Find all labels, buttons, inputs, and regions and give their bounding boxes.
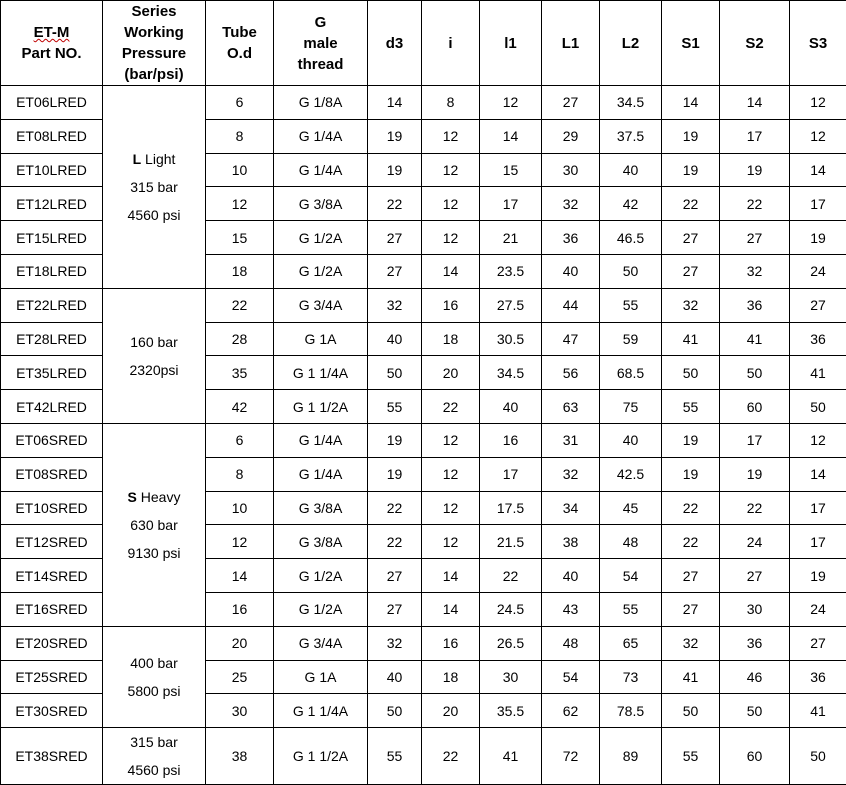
cell-i: 20	[422, 356, 480, 390]
header-L2: L2	[600, 1, 662, 86]
cell-i: 12	[422, 525, 480, 559]
series-psi: 2320psi	[103, 356, 205, 384]
cell-g-thread: G 3/4A	[274, 626, 368, 660]
cell-S1: 19	[662, 423, 720, 457]
cell-g-thread: G 1A	[274, 322, 368, 356]
cell-g-thread: G 1 1/4A	[274, 694, 368, 728]
cell-tube-od: 14	[206, 559, 274, 593]
cell-d3: 22	[368, 525, 422, 559]
cell-i: 12	[422, 221, 480, 255]
cell-S1: 27	[662, 254, 720, 288]
cell-g-thread: G 3/8A	[274, 491, 368, 525]
cell-L2: 59	[600, 322, 662, 356]
series-cell	[103, 728, 206, 785]
table-row	[1, 288, 846, 322]
cell-i: 12	[422, 491, 480, 525]
cell-S2: 36	[720, 288, 790, 322]
cell-S1: 19	[662, 153, 720, 187]
cell-L1-upper: 72	[542, 728, 600, 785]
cell-L2: 73	[600, 660, 662, 694]
cell-part-no: ET35LRED	[1, 356, 103, 390]
cell-L2: 78.5	[600, 694, 662, 728]
cell-d3: 40	[368, 322, 422, 356]
header-g-thread	[274, 1, 368, 86]
cell-l1-lower: 40	[480, 390, 542, 424]
cell-L2: 42.5	[600, 457, 662, 491]
cell-L2: 46.5	[600, 221, 662, 255]
cell-g-thread: G 3/4A	[274, 288, 368, 322]
cell-i: 22	[422, 390, 480, 424]
cell-S3: 12	[790, 119, 846, 153]
cell-i: 16	[422, 626, 480, 660]
cell-S3: 41	[790, 356, 846, 390]
cell-i: 12	[422, 153, 480, 187]
cell-d3: 27	[368, 559, 422, 593]
cell-S2: 22	[720, 187, 790, 221]
cell-L2: 34.5	[600, 86, 662, 120]
series-label: Heavy	[141, 489, 181, 505]
table-row	[1, 423, 846, 457]
cell-S1: 22	[662, 491, 720, 525]
cell-g-thread: G 1/2A	[274, 592, 368, 626]
series-class	[103, 145, 205, 173]
cell-part-no: ET14SRED	[1, 559, 103, 593]
cell-L1-upper: 32	[542, 187, 600, 221]
cell-g-thread: G 1 1/4A	[274, 356, 368, 390]
cell-part-no: ET38SRED	[1, 728, 103, 785]
cell-i: 12	[422, 457, 480, 491]
cell-d3: 40	[368, 660, 422, 694]
cell-tube-od: 25	[206, 660, 274, 694]
cell-S1: 19	[662, 119, 720, 153]
cell-S3: 14	[790, 457, 846, 491]
header-tube-od	[206, 1, 274, 86]
cell-S3: 12	[790, 423, 846, 457]
cell-S1: 14	[662, 86, 720, 120]
cell-g-thread: G 3/8A	[274, 187, 368, 221]
cell-i: 20	[422, 694, 480, 728]
cell-part-no: ET08LRED	[1, 119, 103, 153]
cell-S2: 22	[720, 491, 790, 525]
cell-part-no: ET06SRED	[1, 423, 103, 457]
cell-L1-upper: 56	[542, 356, 600, 390]
cell-L2: 68.5	[600, 356, 662, 390]
cell-S1: 22	[662, 525, 720, 559]
cell-L1-upper: 29	[542, 119, 600, 153]
cell-S3: 17	[790, 187, 846, 221]
cell-tube-od: 8	[206, 457, 274, 491]
cell-i: 14	[422, 559, 480, 593]
cell-S2: 27	[720, 559, 790, 593]
cell-g-thread: G 1/2A	[274, 254, 368, 288]
cell-part-no: ET18LRED	[1, 254, 103, 288]
series-psi: 5800 psi	[103, 677, 205, 705]
table-body	[1, 86, 846, 785]
cell-d3: 22	[368, 187, 422, 221]
cell-L2: 37.5	[600, 119, 662, 153]
cell-l1-lower: 17	[480, 457, 542, 491]
cell-d3: 27	[368, 254, 422, 288]
cell-d3: 55	[368, 728, 422, 785]
cell-part-no: ET16SRED	[1, 592, 103, 626]
series-psi: 4560 psi	[103, 201, 205, 229]
header-g-line2: male	[274, 33, 367, 54]
cell-L1-upper: 32	[542, 457, 600, 491]
cell-S1: 19	[662, 457, 720, 491]
cell-l1-lower: 21.5	[480, 525, 542, 559]
cell-i: 14	[422, 254, 480, 288]
cell-part-no: ET15LRED	[1, 221, 103, 255]
cell-L2: 55	[600, 592, 662, 626]
cell-S3: 17	[790, 525, 846, 559]
cell-d3: 55	[368, 390, 422, 424]
cell-S2: 36	[720, 626, 790, 660]
cell-S1: 50	[662, 694, 720, 728]
cell-L1-upper: 54	[542, 660, 600, 694]
cell-S1: 41	[662, 322, 720, 356]
series-letter: L	[133, 151, 142, 167]
cell-l1-lower: 30.5	[480, 322, 542, 356]
cell-l1-lower: 35.5	[480, 694, 542, 728]
cell-S2: 17	[720, 119, 790, 153]
cell-i: 16	[422, 288, 480, 322]
cell-i: 14	[422, 592, 480, 626]
cell-S2: 14	[720, 86, 790, 120]
cell-l1-lower: 22	[480, 559, 542, 593]
cell-L1-upper: 38	[542, 525, 600, 559]
header-g-line1: G	[274, 12, 367, 33]
cell-d3: 32	[368, 288, 422, 322]
header-i: i	[422, 1, 480, 86]
cell-g-thread: G 1/4A	[274, 119, 368, 153]
cell-S2: 41	[720, 322, 790, 356]
cell-part-no: ET20SRED	[1, 626, 103, 660]
cell-tube-od: 8	[206, 119, 274, 153]
table-row	[1, 86, 846, 120]
cell-L1-upper: 43	[542, 592, 600, 626]
header-S3: S3	[790, 1, 846, 86]
cell-i: 8	[422, 86, 480, 120]
series-psi: 9130 psi	[103, 539, 205, 567]
cell-S2: 50	[720, 356, 790, 390]
cell-part-no: ET06LRED	[1, 86, 103, 120]
cell-L2: 65	[600, 626, 662, 660]
cell-S3: 19	[790, 221, 846, 255]
cell-S2: 30	[720, 592, 790, 626]
header-S2: S2	[720, 1, 790, 86]
cell-S2: 19	[720, 153, 790, 187]
cell-L1-upper: 36	[542, 221, 600, 255]
header-series-line2: Working	[103, 22, 205, 43]
cell-S2: 60	[720, 728, 790, 785]
cell-i: 18	[422, 322, 480, 356]
cell-l1-lower: 17	[480, 187, 542, 221]
cell-g-thread: G 3/8A	[274, 525, 368, 559]
cell-d3: 50	[368, 356, 422, 390]
cell-part-no: ET25SRED	[1, 660, 103, 694]
cell-tube-od: 12	[206, 187, 274, 221]
cell-l1-lower: 34.5	[480, 356, 542, 390]
cell-i: 12	[422, 423, 480, 457]
cell-l1-lower: 15	[480, 153, 542, 187]
series-class	[103, 483, 205, 511]
cell-S2: 17	[720, 423, 790, 457]
cell-tube-od: 6	[206, 423, 274, 457]
series-cell	[103, 626, 206, 727]
cell-g-thread: G 1/2A	[274, 221, 368, 255]
cell-S2: 32	[720, 254, 790, 288]
header-part-no-line1: ET-M	[1, 22, 102, 43]
cell-S1: 27	[662, 221, 720, 255]
cell-S1: 22	[662, 187, 720, 221]
cell-l1-lower: 30	[480, 660, 542, 694]
cell-L1-upper: 47	[542, 322, 600, 356]
cell-S3: 36	[790, 660, 846, 694]
cell-L2: 75	[600, 390, 662, 424]
series-bar: 315 bar	[103, 728, 205, 756]
cell-i: 18	[422, 660, 480, 694]
cell-L1-upper: 44	[542, 288, 600, 322]
cell-S1: 32	[662, 288, 720, 322]
cell-g-thread: G 1/4A	[274, 457, 368, 491]
cell-S1: 55	[662, 728, 720, 785]
cell-tube-od: 22	[206, 288, 274, 322]
cell-S2: 46	[720, 660, 790, 694]
series-cell	[103, 423, 206, 626]
cell-d3: 27	[368, 592, 422, 626]
cell-tube-od: 35	[206, 356, 274, 390]
cell-part-no: ET28LRED	[1, 322, 103, 356]
cell-l1-lower: 14	[480, 119, 542, 153]
series-letter: S	[128, 489, 137, 505]
header-part-no-line2: Part NO.	[1, 43, 102, 64]
cell-S2: 27	[720, 221, 790, 255]
cell-tube-od: 10	[206, 491, 274, 525]
cell-part-no: ET12LRED	[1, 187, 103, 221]
cell-S2: 24	[720, 525, 790, 559]
cell-l1-lower: 24.5	[480, 592, 542, 626]
cell-g-thread: G 1/4A	[274, 423, 368, 457]
cell-tube-od: 38	[206, 728, 274, 785]
cell-L2: 48	[600, 525, 662, 559]
cell-S3: 50	[790, 728, 846, 785]
cell-tube-od: 10	[206, 153, 274, 187]
cell-S2: 50	[720, 694, 790, 728]
cell-S1: 50	[662, 356, 720, 390]
cell-L2: 42	[600, 187, 662, 221]
cell-L2: 89	[600, 728, 662, 785]
cell-L2: 50	[600, 254, 662, 288]
series-bar: 400 bar	[103, 649, 205, 677]
cell-tube-od: 18	[206, 254, 274, 288]
cell-S1: 27	[662, 559, 720, 593]
cell-L1-upper: 27	[542, 86, 600, 120]
cell-tube-od: 6	[206, 86, 274, 120]
series-bar: 160 bar	[103, 328, 205, 356]
cell-l1-lower: 16	[480, 423, 542, 457]
cell-L1-upper: 40	[542, 254, 600, 288]
cell-l1-lower: 12	[480, 86, 542, 120]
cell-tube-od: 20	[206, 626, 274, 660]
cell-S3: 41	[790, 694, 846, 728]
cell-S1: 27	[662, 592, 720, 626]
cell-L1-upper: 40	[542, 559, 600, 593]
cell-g-thread: G 1 1/2A	[274, 390, 368, 424]
cell-l1-lower: 41	[480, 728, 542, 785]
cell-S3: 27	[790, 626, 846, 660]
cell-S3: 19	[790, 559, 846, 593]
table-row	[1, 728, 846, 785]
header-series-line4: (bar/psi)	[103, 64, 205, 85]
cell-l1-lower: 21	[480, 221, 542, 255]
series-psi: 4560 psi	[103, 756, 205, 784]
cell-part-no: ET12SRED	[1, 525, 103, 559]
cell-l1-lower: 27.5	[480, 288, 542, 322]
cell-d3: 27	[368, 221, 422, 255]
header-g-line3: thread	[274, 54, 367, 75]
cell-L2: 40	[600, 153, 662, 187]
cell-S1: 55	[662, 390, 720, 424]
table-row	[1, 626, 846, 660]
cell-d3: 19	[368, 119, 422, 153]
header-l1-lower: l1	[480, 1, 542, 86]
header-tube-line1: Tube	[206, 22, 273, 43]
cell-tube-od: 16	[206, 592, 274, 626]
series-cell	[103, 86, 206, 289]
cell-L2: 54	[600, 559, 662, 593]
cell-L2: 45	[600, 491, 662, 525]
cell-g-thread: G 1/4A	[274, 153, 368, 187]
cell-part-no: ET22LRED	[1, 288, 103, 322]
cell-S3: 12	[790, 86, 846, 120]
series-bar: 630 bar	[103, 511, 205, 539]
header-series-line1: Series	[103, 1, 205, 22]
cell-S3: 24	[790, 254, 846, 288]
cell-d3: 19	[368, 153, 422, 187]
header-series	[103, 1, 206, 86]
cell-d3: 32	[368, 626, 422, 660]
cell-d3: 19	[368, 423, 422, 457]
header-L1-upper: L1	[542, 1, 600, 86]
cell-tube-od: 30	[206, 694, 274, 728]
cell-l1-lower: 23.5	[480, 254, 542, 288]
cell-S3: 14	[790, 153, 846, 187]
cell-L1-upper: 30	[542, 153, 600, 187]
cell-L2: 40	[600, 423, 662, 457]
cell-part-no: ET30SRED	[1, 694, 103, 728]
cell-S3: 50	[790, 390, 846, 424]
cell-part-no: ET10LRED	[1, 153, 103, 187]
cell-L1-upper: 62	[542, 694, 600, 728]
cell-L1-upper: 34	[542, 491, 600, 525]
cell-d3: 50	[368, 694, 422, 728]
header-part-no	[1, 1, 103, 86]
cell-S3: 27	[790, 288, 846, 322]
cell-L2: 55	[600, 288, 662, 322]
cell-i: 12	[422, 119, 480, 153]
cell-tube-od: 12	[206, 525, 274, 559]
cell-l1-lower: 26.5	[480, 626, 542, 660]
cell-L1-upper: 48	[542, 626, 600, 660]
cell-L1-upper: 31	[542, 423, 600, 457]
header-tube-line2: O.d	[206, 43, 273, 64]
cell-tube-od: 15	[206, 221, 274, 255]
header-S1: S1	[662, 1, 720, 86]
cell-S2: 60	[720, 390, 790, 424]
header-series-line3: Pressure	[103, 43, 205, 64]
header-row	[1, 1, 846, 86]
cell-S3: 36	[790, 322, 846, 356]
cell-i: 22	[422, 728, 480, 785]
series-label: Light	[145, 151, 175, 167]
cell-S3: 24	[790, 592, 846, 626]
cell-S1: 32	[662, 626, 720, 660]
cell-g-thread: G 1 1/2A	[274, 728, 368, 785]
series-bar: 315 bar	[103, 173, 205, 201]
cell-g-thread: G 1/2A	[274, 559, 368, 593]
cell-S2: 19	[720, 457, 790, 491]
cell-d3: 22	[368, 491, 422, 525]
cell-S1: 41	[662, 660, 720, 694]
cell-i: 12	[422, 187, 480, 221]
header-d3: d3	[368, 1, 422, 86]
series-cell	[103, 288, 206, 423]
cell-tube-od: 28	[206, 322, 274, 356]
cell-g-thread: G 1/8A	[274, 86, 368, 120]
cell-L1-upper: 63	[542, 390, 600, 424]
cell-g-thread: G 1A	[274, 660, 368, 694]
cell-d3: 19	[368, 457, 422, 491]
cell-tube-od: 42	[206, 390, 274, 424]
cell-d3: 14	[368, 86, 422, 120]
cell-part-no: ET42LRED	[1, 390, 103, 424]
cell-part-no: ET08SRED	[1, 457, 103, 491]
cell-S3: 17	[790, 491, 846, 525]
cell-l1-lower: 17.5	[480, 491, 542, 525]
cell-part-no: ET10SRED	[1, 491, 103, 525]
